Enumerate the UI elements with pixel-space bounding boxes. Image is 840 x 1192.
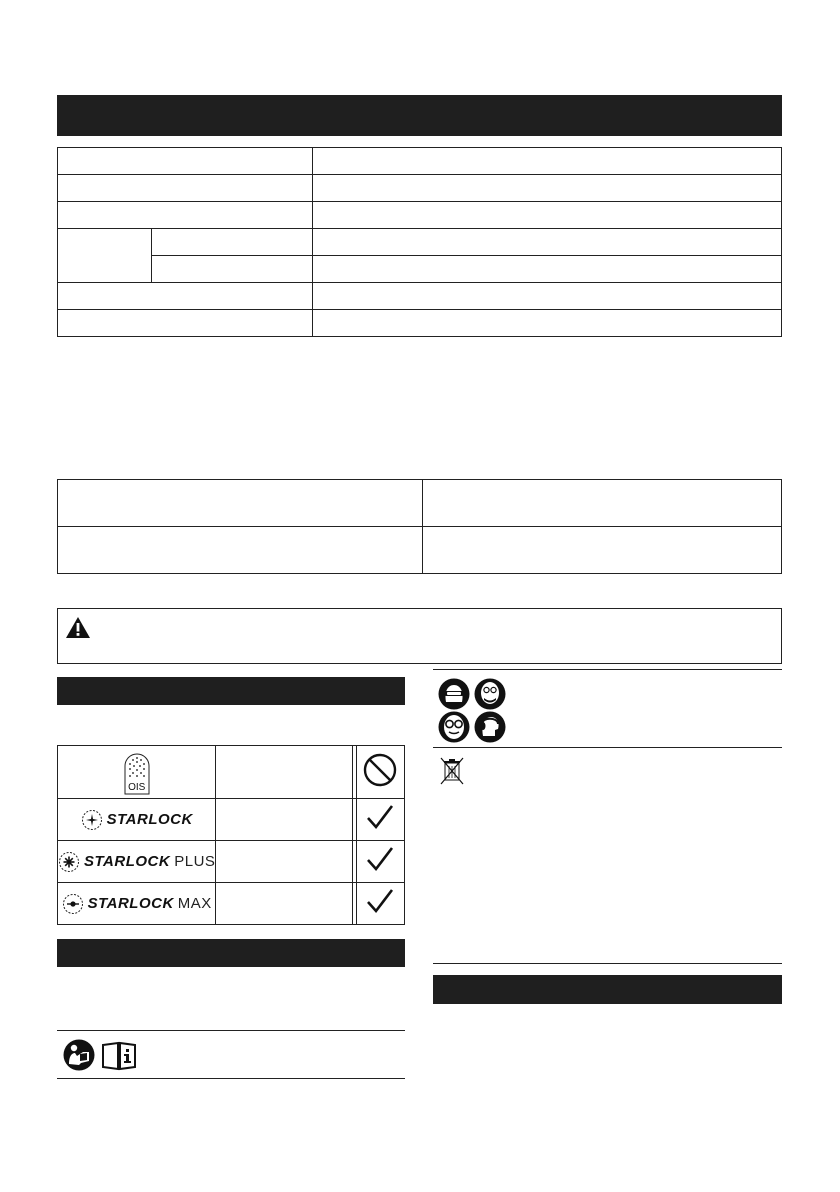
vibration-table [57,479,782,574]
table-row [58,229,782,256]
table-row [58,310,782,337]
checkmark-icon [365,887,395,915]
checkmark-icon [365,845,395,873]
table-row [58,283,782,310]
divider [433,963,782,964]
table-row [58,480,782,527]
divider [433,747,782,748]
table-row [58,202,782,229]
divider [57,1030,405,1031]
starlock-max-gear-icon [62,893,84,915]
dust-mask-icon [474,678,506,710]
header-bar [57,95,782,136]
warning-triangle-icon [65,616,91,639]
section-header-bar [57,677,405,705]
table-row [58,175,782,202]
plus-label: PLUS [174,853,216,870]
ois-logo-cell [58,746,216,799]
specifications-table [57,147,782,337]
table-row [58,841,405,883]
info-book-icon [101,1041,137,1071]
starlock-label: STARLOCK [84,853,171,870]
table-row [58,256,782,283]
table-row [58,799,405,841]
prohibited-circle-icon [362,752,398,788]
starlock-plus-gear-icon [58,851,80,873]
starlock-label: STARLOCK [106,811,193,828]
ear-protection-icon [474,711,506,743]
section-header-bar [57,939,405,967]
divider [57,1078,405,1079]
divider [433,669,782,670]
section-header-bar [433,975,782,1004]
starlock-label: STARLOCK [87,895,174,912]
read-manual-icon [63,1039,95,1071]
eye-protection-icon [438,678,470,710]
starlock-plus-logo-cell [58,841,216,883]
table-row [58,883,405,925]
max-label: MAX [177,895,212,912]
warning-box [57,608,782,664]
ois-label: OIS [128,782,146,793]
checkmark-icon [365,803,395,831]
accessory-compatibility-table [57,745,405,925]
table-row [58,148,782,175]
table-row [58,527,782,574]
crossed-out-bin-icon [440,757,464,785]
starlock-logo-cell [58,799,216,841]
safety-goggles-icon [438,711,470,743]
table-row [58,746,405,799]
starlock-gear-icon [81,809,103,831]
starlock-max-logo-cell [58,883,216,925]
